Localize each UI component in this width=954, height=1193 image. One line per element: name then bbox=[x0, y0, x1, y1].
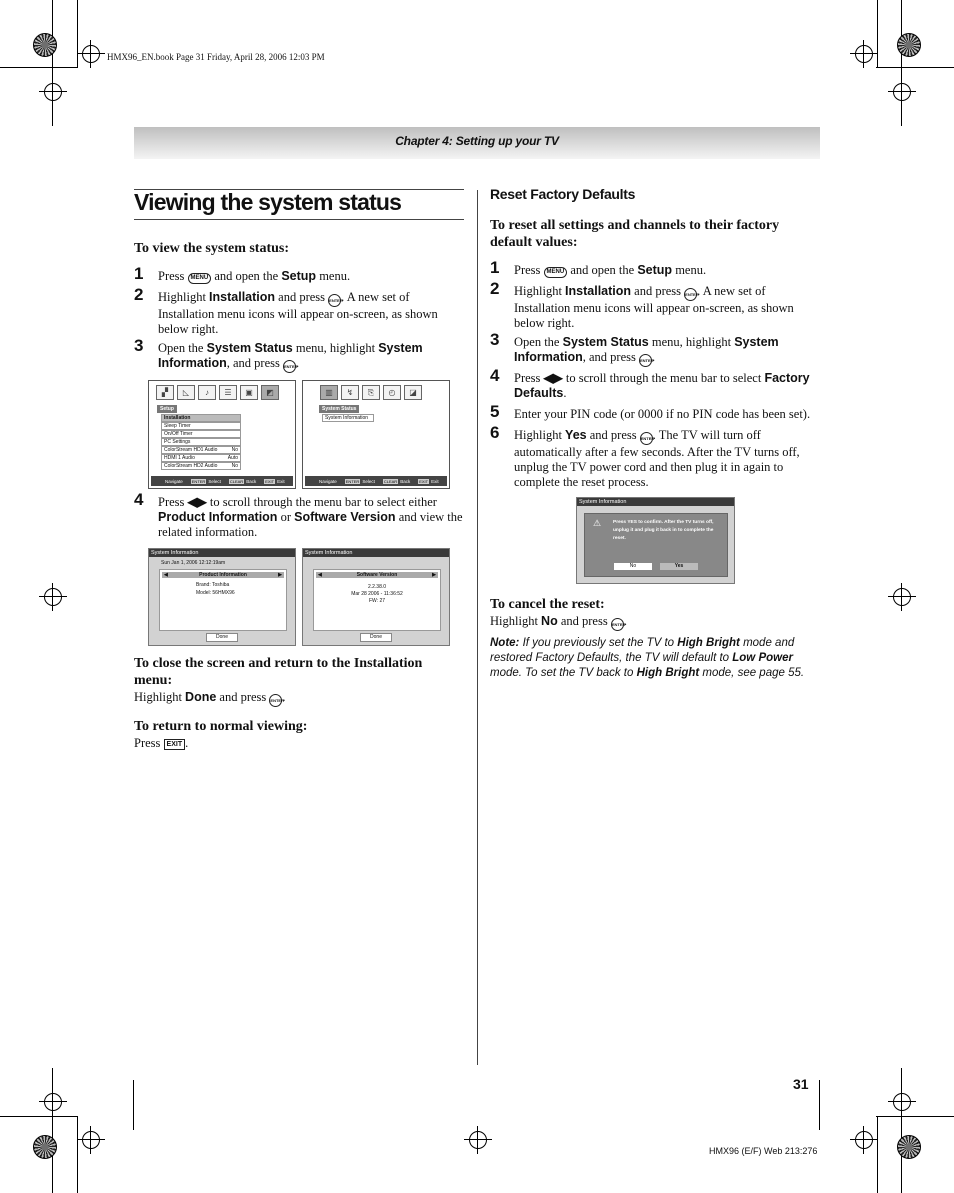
step-text: Open the System Status menu, highlight System Information, and press ENTER. bbox=[158, 341, 463, 373]
step-number: 2 bbox=[490, 279, 500, 298]
registration-mark-icon bbox=[893, 588, 911, 606]
step-number: 6 bbox=[490, 423, 500, 442]
step-number: 1 bbox=[134, 264, 144, 283]
software-info-window bbox=[302, 548, 450, 646]
menu-item: ColorStream HD2 Audio No bbox=[161, 462, 241, 470]
software-version: 2.2.38.0 bbox=[367, 584, 387, 590]
step-number: 3 bbox=[490, 330, 500, 349]
registration-mark-icon bbox=[44, 588, 62, 606]
return-heading: To return to normal viewing: bbox=[134, 719, 308, 734]
window-title: System Information bbox=[303, 549, 449, 557]
note: Note: If you previously set the TV to High Bright mode and restored Factory Defaults, the TV will default to Low Power mode. To set the TV back to High Bright mode, see page 55. bbox=[490, 637, 805, 679]
menu-footer: Navigate ENTER Select CLEAR Back EXIT Exit bbox=[151, 476, 293, 486]
dialog-panel bbox=[584, 513, 728, 577]
firmware: FW: 27 bbox=[368, 598, 386, 604]
window-title: System Information bbox=[149, 549, 295, 557]
step-text: Open the System Status menu, highlight System Information, and press ENTER. bbox=[514, 335, 822, 367]
menu-item: HDMI 1 Audio Auto bbox=[161, 454, 241, 462]
menu-item: Sleep Timer bbox=[161, 422, 241, 430]
yes-button[interactable]: Yes bbox=[659, 562, 699, 571]
footer-code: HMX96 (E/F) Web 213:276 bbox=[709, 1146, 818, 1156]
cancel-heading: To cancel the reset: bbox=[490, 597, 605, 612]
registration-mark-icon bbox=[469, 1131, 487, 1149]
step-number: 4 bbox=[490, 366, 500, 385]
step-number: 3 bbox=[134, 336, 144, 355]
step-text: Press MENU and open the Setup menu. bbox=[514, 263, 707, 277]
product-info-window bbox=[148, 548, 296, 646]
menu-item: On/Off Timer bbox=[161, 430, 241, 438]
menu-icon-bar bbox=[156, 385, 279, 400]
step-text: Highlight Installation and press ENTER. A new set of Installation menu icons will appear on-screen, as shown below right. bbox=[158, 290, 438, 336]
registration-mark-icon bbox=[82, 1131, 100, 1149]
build-date: Mar 28 2006 - 11:36:52 bbox=[351, 591, 403, 597]
menu-title: Setup bbox=[157, 405, 177, 413]
dialog-message: Press YES to confirm. After the TV turns off, unplug it and plug it back in to complete the reset. bbox=[613, 520, 714, 541]
reset-intro: To reset all settings and channels to their factory default values: bbox=[490, 218, 780, 250]
step-number: 2 bbox=[134, 285, 144, 304]
cancel-text: Highlight No and press ENTER. bbox=[490, 614, 627, 631]
info-panel bbox=[313, 569, 441, 631]
no-button[interactable]: No bbox=[613, 562, 653, 571]
done-button[interactable]: Done bbox=[360, 633, 392, 642]
step-text: Press ◀▶ to scroll through the menu bar to select Factory Defaults. bbox=[514, 371, 810, 400]
registration-mark-icon bbox=[855, 1131, 873, 1149]
close-text: Highlight Done and press ENTER. bbox=[134, 690, 286, 707]
menu-footer: Navigate ENTER Select CLEAR Back EXIT Exit bbox=[305, 476, 447, 486]
left-right-arrows-icon: ◀▶ bbox=[543, 371, 563, 385]
step-number: 1 bbox=[490, 258, 500, 277]
step-text: Enter your PIN code (or 0000 if no PIN code has been set). bbox=[514, 407, 811, 421]
clock-icon: ◴ bbox=[383, 385, 401, 400]
enter-button-icon: ENTER bbox=[283, 360, 296, 373]
chapter-band bbox=[134, 127, 820, 159]
music-note-icon: ♪ bbox=[198, 385, 216, 400]
installation-icon: ▥ bbox=[320, 385, 338, 400]
step-text: Highlight Yes and press ENTER. The TV will turn off automatically after a few seconds. After the TV turns off, unplug the TV power cord and then plug it in again to complete the reset process. bbox=[514, 428, 800, 489]
reset-confirm-window bbox=[576, 497, 735, 584]
registration-mark-icon bbox=[44, 83, 62, 101]
enter-button-icon: ENTER bbox=[639, 354, 652, 367]
close-heading: To close the screen and return to the Installation menu: bbox=[134, 656, 423, 688]
enter-button-icon: ENTER bbox=[269, 694, 282, 707]
chapter-title: Chapter 4: Setting up your TV bbox=[395, 134, 559, 148]
setup-menu-screen bbox=[148, 380, 296, 489]
menu-item: Installation bbox=[161, 414, 241, 422]
registration-rosette-icon bbox=[33, 1135, 57, 1159]
enter-button-icon: ENTER bbox=[611, 618, 624, 631]
registration-mark-icon bbox=[893, 83, 911, 101]
page-title: Viewing the system status bbox=[134, 189, 402, 215]
menu-item: PC Settings bbox=[161, 438, 241, 446]
info-bar: ◀ Software Version ▶ bbox=[318, 572, 436, 578]
input-icon: ⎘ bbox=[362, 385, 380, 400]
done-button[interactable]: Done bbox=[206, 633, 238, 642]
column-divider bbox=[477, 190, 478, 1065]
applications-icon: ◩ bbox=[261, 385, 279, 400]
step-text: Highlight Installation and press ENTER. A new set of Installation menu icons will appear on-screen, as shown below right. bbox=[514, 284, 794, 330]
warning-icon: ⚠ bbox=[593, 518, 602, 528]
info-panel bbox=[159, 569, 287, 631]
lock-icon: ▣ bbox=[240, 385, 258, 400]
registration-mark-icon bbox=[855, 45, 873, 63]
left-right-arrows-icon: ◀▶ bbox=[187, 495, 207, 509]
menu-item: System Information bbox=[322, 414, 374, 422]
step-number: 5 bbox=[490, 402, 500, 421]
registration-rosette-icon bbox=[897, 33, 921, 57]
registration-mark-icon bbox=[893, 1093, 911, 1111]
status-icon: ◪ bbox=[404, 385, 422, 400]
antenna-icon: ↯ bbox=[341, 385, 359, 400]
menu-icon-bar bbox=[320, 385, 422, 400]
audio-icon: ◺ bbox=[177, 385, 195, 400]
picture-icon: ▞ bbox=[156, 385, 174, 400]
date-time: Sun Jan 1, 2006 12:12:19am bbox=[161, 560, 226, 566]
registration-rosette-icon bbox=[33, 33, 57, 57]
enter-button-icon: ENTER bbox=[640, 432, 653, 445]
menu-item: ColorStream HD1 Audio No bbox=[161, 446, 241, 454]
menu-button-icon: MENU bbox=[188, 273, 212, 284]
enter-button-icon: ENTER bbox=[684, 288, 697, 301]
section-title: Reset Factory Defaults bbox=[490, 186, 636, 202]
step-text: Press ◀▶ to scroll through the menu bar to select either Product Information or Software Version and view the related information. bbox=[158, 495, 463, 539]
exit-button-icon: EXIT bbox=[164, 739, 186, 750]
model: Model: 56HMX96 bbox=[196, 590, 235, 596]
brand: Brand: Toshiba bbox=[196, 582, 230, 588]
print-header: HMX96_EN.book Page 31 Friday, April 28, 2006 12:03 PM bbox=[107, 52, 325, 62]
enter-button-icon: ENTER bbox=[328, 294, 341, 307]
menu-title: System Status bbox=[319, 405, 359, 413]
view-heading: To view the system status: bbox=[134, 241, 290, 256]
return-text: Press EXIT . bbox=[134, 736, 189, 750]
info-bar: ◀ Product Information ▶ bbox=[164, 572, 282, 578]
step-text: Press MENU and open the Setup menu. bbox=[158, 269, 351, 283]
window-title: System Information bbox=[577, 498, 734, 506]
system-status-screen bbox=[302, 380, 450, 489]
registration-mark-icon bbox=[44, 1093, 62, 1111]
registration-rosette-icon bbox=[897, 1135, 921, 1159]
step-number: 4 bbox=[134, 490, 144, 509]
page-number: 31 bbox=[793, 1076, 809, 1092]
menu-button-icon: MENU bbox=[544, 267, 568, 278]
registration-mark-icon bbox=[82, 45, 100, 63]
setup-icon: ☰ bbox=[219, 385, 237, 400]
